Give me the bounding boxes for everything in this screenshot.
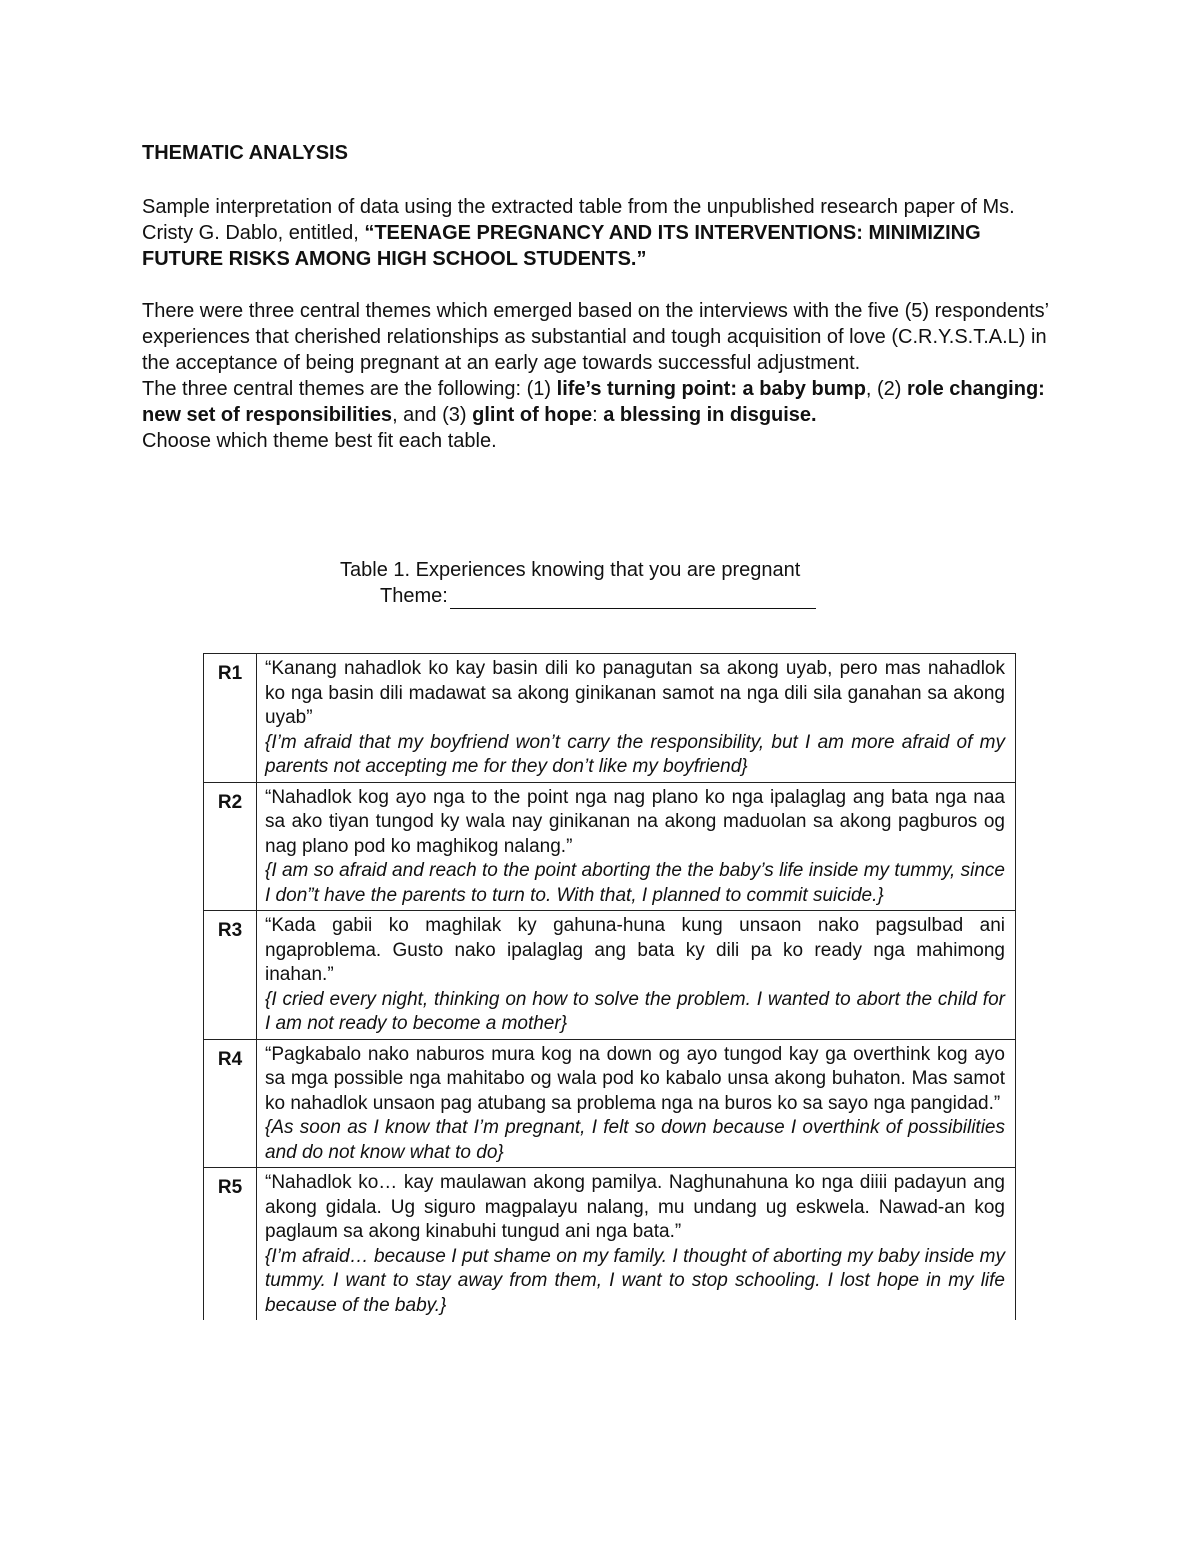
theme-3-subtitle: a blessing in disguise. — [603, 404, 817, 426]
response-cell — [257, 1168, 1016, 1321]
intro-paragraph — [142, 194, 1062, 272]
table-row — [204, 782, 1016, 911]
table-row — [204, 1039, 1016, 1168]
response-quote: “Nahadlok ko… kay maulawan akong pamilya. Naghunahuna ko nga diiii padayun ang akong gidala. Ug siguro magpalayu nalang, mu undang ug eskwela. Nawad-an kog paglaum sa akong kinabuhi tungud ani nga bata.” — [265, 1172, 1005, 1242]
response-quote: “Nahadlok kog ayo nga to the point nga nag plano ko nga ipalaglag ang bata nga naa sa ako tiyan tungod ky wala nay ginikanan na akong maduolan sa akong pagburos og nag plano pod ko maghikog nalang.” — [265, 786, 1005, 857]
response-quote: “Kada gabii ko maghilak ky gahuna-huna kung unsaon nako pagsulbad ani ngaproblema. Gusto nako ipalaglag ang bata ky dili pa ko ready nga mahimong inahan.” — [265, 915, 1005, 985]
summary-paragraph: There were three central themes which emerged based on the interviews with the five (5) respondents’ experiences that cherished relationships as substantial and tough acquisition of love (C.R.Y.S.T.A.L) in the acceptance of being pregnant at an early age towards successful adjustment. — [142, 300, 1049, 374]
respondent-id: R2 — [204, 782, 257, 911]
responses-table — [203, 653, 1016, 1320]
document-heading: THEMATIC ANALYSIS — [142, 142, 348, 164]
table-row — [204, 654, 1016, 783]
theme-blank-field[interactable] — [450, 588, 816, 609]
intro-text: Sample interpretation of data using the extracted table from the unpublished research paper of Ms. Cristy G. Dablo, entitled, — [142, 196, 1015, 244]
themes-text-b: , (2) — [865, 378, 908, 400]
response-quote: “Pagkabalo nako naburos mura kog na down og ayo tungod kay ga overthink kog ayo sa mga possible nga mahitabo og wala pod ko kabalo unsa akong buhaton. Mas samot ko nahadlok unsaon pag atubang sa problema nga na buros ko sa sayo nga pangidad.” — [265, 1043, 1005, 1114]
response-cell — [257, 911, 1016, 1040]
respondent-id: R4 — [204, 1039, 257, 1168]
table-row — [204, 911, 1016, 1040]
response-quote: “Kanang nahadlok ko kay basin dili ko panagutan sa akong uyab, pero mas nahadlok ko nga basin dili madawat sa akong ginikanan samot na nga dili sila ganahan sa akong uyab” — [265, 658, 1005, 728]
theme-3: glint of hope — [472, 404, 593, 426]
theme-1: life’s turning point: a baby bump — [556, 378, 866, 400]
respondent-id: R1 — [204, 654, 257, 783]
respondent-id: R3 — [204, 911, 257, 1040]
instruction-text: Choose which theme best fit each table. — [142, 430, 497, 452]
theme-2: role changing: new set of responsibilities — [142, 378, 1045, 426]
document-body — [142, 140, 1062, 454]
table-caption-block — [340, 557, 900, 609]
response-translation: {As soon as I know that I’m pregnant, I felt so down because I overthink of possibilities and do not know what to do} — [265, 1117, 1005, 1163]
response-cell — [257, 1039, 1016, 1168]
response-translation: {I’m afraid that my boyfriend won’t carry the responsibility, but I am more afraid of my parents not accepting me for they don’t like my boyfriend} — [265, 731, 1005, 777]
table-caption: Table 1. Experiences knowing that you are pregnant — [340, 559, 801, 581]
themes-text-a: The three central themes are the following: (1) — [142, 378, 557, 400]
theme-label: Theme: — [380, 585, 448, 607]
response-translation: {I cried every night, thinking on how to solve the problem. I wanted to abort the child for I am not ready to become a mother} — [265, 988, 1005, 1034]
response-translation: {I am so afraid and reach to the point aborting the the baby’s life inside my tummy, since I don”t have the parents to turn to. With that, I planned to commit suicide.} — [265, 860, 1005, 906]
response-cell — [257, 654, 1016, 783]
response-translation: {I’m afraid… because I put shame on my family. I thought of aborting my baby inside my tummy. I want to stay away from them, I want to stop schooling. I lost hope in my life because of the baby.} — [265, 1245, 1005, 1316]
table-row — [204, 1168, 1016, 1321]
respondent-id: R5 — [204, 1168, 257, 1321]
research-title: “TEENAGE PREGNANCY AND ITS INTERVENTIONS: MINIMIZING FUTURE RISKS AMONG HIGH SCHOOL STUDENTS.” — [142, 222, 981, 270]
theme-answer-line — [340, 583, 900, 609]
themes-text-d: : — [592, 404, 604, 426]
response-cell — [257, 782, 1016, 911]
themes-text-c: , and (3) — [392, 404, 473, 426]
themes-paragraph — [142, 376, 1062, 428]
